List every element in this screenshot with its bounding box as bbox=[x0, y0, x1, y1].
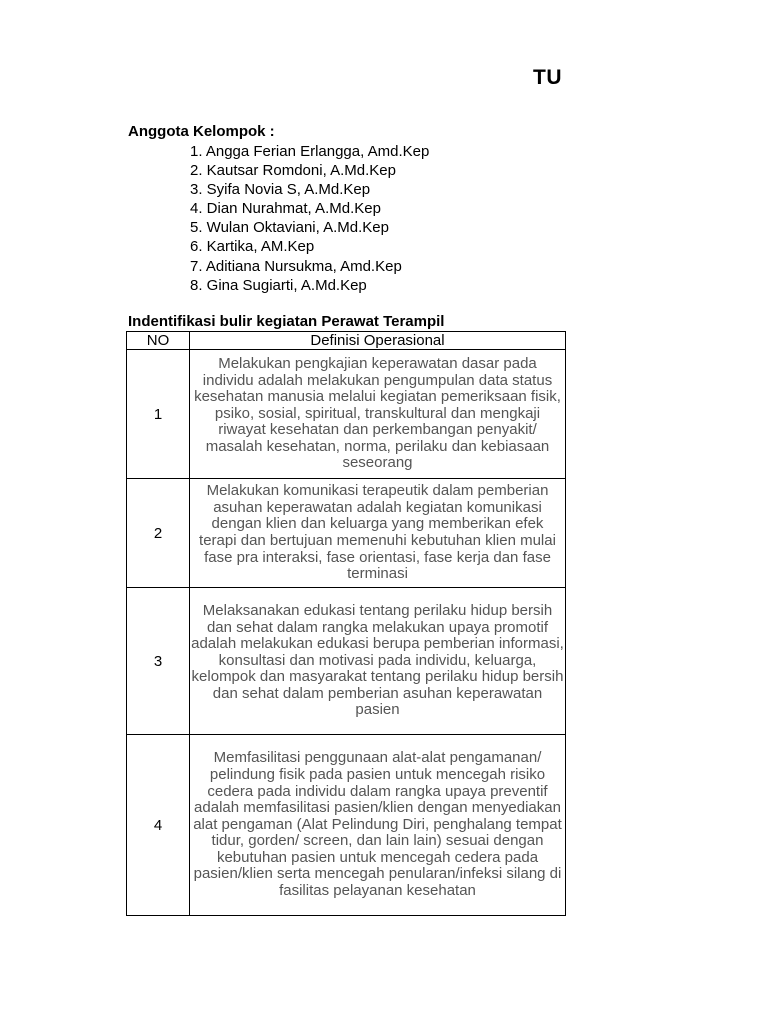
members-heading: Anggota Kelompok : bbox=[128, 123, 275, 140]
table-header-row bbox=[127, 332, 566, 350]
member-item: 3. Syifa Novia S, A.Md.Kep bbox=[190, 181, 371, 199]
table-row bbox=[127, 735, 566, 916]
member-item: 7. Aditiana Nursukma, Amd.Kep bbox=[190, 257, 402, 275]
member-item: 2. Kautsar Romdoni, A.Md.Kep bbox=[190, 162, 396, 180]
member-item: 8. Gina Sugiarti, A.Md.Kep bbox=[190, 276, 367, 294]
member-item: 5. Wulan Oktaviani, A.Md.Kep bbox=[190, 219, 389, 237]
members-list bbox=[190, 142, 429, 295]
row-definition: Melakukan komunikasi terapeutik dalam pemberian asuhan keperawatan adalah kegiatan komunikasi dengan klien dan keluarga yang memberikan efek terapi dan bertujuan memenuhi kebutuhan klien mulai fase pra interaksi, fase orientasi, fase kerja dan fase terminasi bbox=[190, 479, 566, 588]
row-number: 3 bbox=[127, 588, 190, 735]
section-heading: Indentifikasi bulir kegiatan Perawat Terampil bbox=[128, 313, 445, 330]
document-title: TU bbox=[533, 66, 562, 89]
member-item: 4. Dian Nurahmat, A.Md.Kep bbox=[190, 200, 381, 218]
row-definition: Melakukan pengkajian keperawatan dasar pada individu adalah melakukan pengumpulan data status kesehatan manusia melalui kegiatan pemeriksaan fisik, psiko, sosial, spiritual, transkultural dan mengkaji riwayat kesehatan dan perkembangan penyakit/ masalah kesehatan, norma, perilaku dan kebiasaan seseorang bbox=[190, 350, 566, 479]
activity-table bbox=[126, 331, 566, 916]
column-header-no: NO bbox=[127, 332, 190, 350]
row-number: 4 bbox=[127, 735, 190, 916]
member-item: 1. Angga Ferian Erlangga, Amd.Kep bbox=[190, 143, 430, 160]
row-number: 2 bbox=[127, 479, 190, 588]
row-number: 1 bbox=[127, 350, 190, 479]
table-row bbox=[127, 479, 566, 588]
column-header-definition: Definisi Operasional bbox=[190, 332, 566, 350]
table-row bbox=[127, 350, 566, 479]
member-item: 6. Kartika, AM.Kep bbox=[190, 238, 315, 256]
row-definition: Melaksanakan edukasi tentang perilaku hidup bersih dan sehat dalam rangka melakukan upaya promotif adalah melakukan edukasi berupa pemberian informasi, konsultasi dan motivasi pada individu, keluarga, kelompok dan masyarakat tentang perilaku hidup bersih dan sehat dalam pemberian asuhan keperawatan pasien bbox=[190, 588, 566, 735]
row-definition: Memfasilitasi penggunaan alat-alat pengamanan/ pelindung fisik pada pasien untuk mencegah risiko cedera pada individu dalam rangka upaya preventif adalah memfasilitasi pasien/klien dengan menyediakan alat pengaman (Alat Pelindung Diri, penghalang tempat tidur, gorden/ screen, dan lain lain) sesuai dengan kebutuhan pasien untuk mencegah cedera pada pasien/klien serta mencegah penularan/infeksi silang di fasilitas pelayanan kesehatan bbox=[190, 735, 566, 916]
table-row bbox=[127, 588, 566, 735]
